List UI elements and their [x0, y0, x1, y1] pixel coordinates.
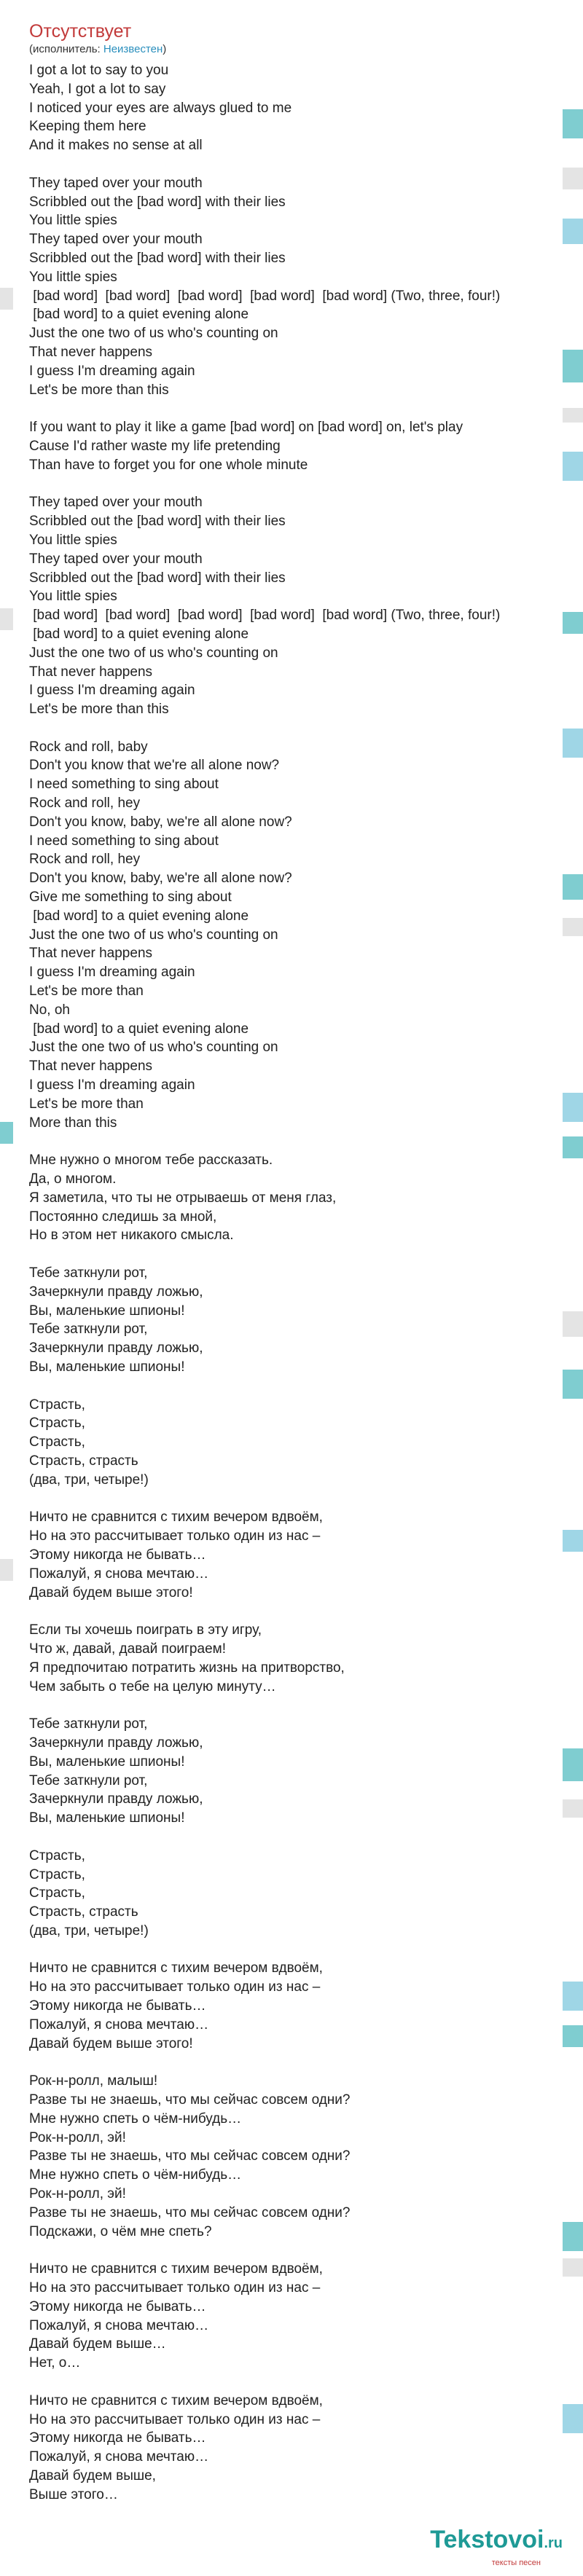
lyric-line: If you want to play it like a game [bad word] on [bad word] on, let's play	[29, 420, 463, 436]
lyric-line: They taped over your mouth	[29, 175, 203, 191]
lyric-line: Тебе заткнули рот,	[29, 1322, 148, 1338]
lyric-line: Scribbled out the [bad word] with their lies	[29, 250, 286, 266]
performer-suffix: )	[163, 43, 167, 55]
stanza	[29, 1396, 547, 1490]
decorative-stripe	[563, 219, 583, 244]
lyric-line: Страсть, страсть	[29, 1453, 138, 1469]
lyric-line: Scribbled out the [bad word] with their lies	[29, 514, 286, 530]
stanza	[29, 174, 547, 400]
stanza	[29, 418, 547, 474]
left-decorative-stripes	[0, 0, 20, 2576]
lyric-line: Страсть,	[29, 1397, 85, 1413]
lyric-line: Вы, маленькие шпионы!	[29, 1810, 185, 1826]
lyric-line: Страсть,	[29, 1434, 85, 1450]
decorative-stripe	[563, 2404, 583, 2433]
lyric-line: I need something to sing about	[29, 833, 219, 849]
lyric-line: Зачеркнули правду ложью,	[29, 1735, 203, 1751]
lyric-line: Я заметила, что ты не отрываешь от меня глаз,	[29, 1190, 337, 1206]
stanza	[29, 738, 547, 1133]
decorative-stripe	[563, 1136, 583, 1158]
lyric-line: Just the one two of us who's counting on	[29, 645, 278, 661]
decorative-stripe	[563, 1799, 583, 1818]
lyric-line: Но на это рассчитывает только один из нас –	[29, 2411, 321, 2427]
lyric-line: Давай будем выше,	[29, 2468, 156, 2483]
lyric-line: Вы, маленькие шпионы!	[29, 1303, 185, 1319]
decorative-stripe	[0, 1559, 13, 1581]
lyric-line: [bad word] to a quiet evening alone	[29, 307, 249, 323]
lyric-line: Мне нужно о многом тебе рассказать.	[29, 1152, 273, 1169]
performer-line	[29, 42, 547, 57]
lyric-line: Страсть,	[29, 1415, 85, 1432]
decorative-stripe	[563, 408, 583, 423]
lyric-line: Разве ты не знаешь, что мы сейчас совсем одни?	[29, 2148, 351, 2164]
lyric-line: No, oh	[29, 1002, 70, 1018]
lyric-line: Разве ты не знаешь, что мы сейчас совсем одни?	[29, 2092, 351, 2108]
lyric-line: Don't you know that we're all alone now?	[29, 758, 280, 774]
lyric-line: Scribbled out the [bad word] with their lies	[29, 194, 286, 210]
logo-tagline: тексты песен	[491, 2559, 541, 2567]
lyric-line: I need something to sing about	[29, 777, 219, 793]
logo-suffix: .ru	[544, 2535, 563, 2551]
lyric-line: Рок-н-ролл, малыш!	[29, 2073, 158, 2089]
decorative-stripe	[563, 874, 583, 900]
lyric-line: You little spies	[29, 213, 117, 229]
stanza	[29, 1621, 547, 1696]
lyric-line: Если ты хочешь поиграть в эту игру,	[29, 1622, 262, 1638]
lyric-line: I guess I'm dreaming again	[29, 683, 195, 699]
lyric-line: More than this	[29, 1115, 117, 1131]
lyric-line: Разве ты не знаешь, что мы сейчас совсем одни?	[29, 2204, 351, 2220]
stanza	[29, 1151, 547, 1245]
lyric-line: Cause I'd rather waste my life pretending	[29, 438, 281, 454]
lyric-line: Давай будем выше этого!	[29, 2035, 193, 2051]
performer-link[interactable]: Неизвестен	[103, 43, 163, 55]
lyric-line: That never happens	[29, 946, 153, 962]
lyric-line: Ничто не сравнится с тихим вечером вдвоём,	[29, 1509, 323, 1525]
performer-prefix: (исполнитель:	[29, 43, 103, 55]
stanza	[29, 1264, 547, 1377]
lyric-line: Пожалуй, я снова мечтаю…	[29, 2449, 209, 2465]
lyric-line: Than have to forget you for one whole minute	[29, 457, 308, 473]
decorative-stripe	[563, 1982, 583, 2011]
decorative-stripe	[563, 350, 583, 382]
lyric-line: Rock and roll, baby	[29, 739, 148, 755]
lyric-line: Yeah, I got a lot to say	[29, 81, 166, 97]
decorative-stripe	[563, 2025, 583, 2047]
lyric-line: You little spies	[29, 269, 117, 285]
lyric-line: Этому никогда не бывать…	[29, 1998, 206, 2014]
lyric-line: [bad word] [bad word] [bad word] [bad word] [bad word] (Two, three, four!)	[29, 288, 501, 304]
lyric-line: Давай будем выше этого!	[29, 1585, 193, 1601]
lyric-line: Rock and roll, hey	[29, 796, 141, 812]
stanza	[29, 2260, 547, 2373]
lyric-line: Тебе заткнули рот,	[29, 1772, 148, 1788]
lyric-line: Но на это рассчитывает только один из нас –	[29, 1528, 321, 1544]
lyric-line: Пожалуй, я снова мечтаю…	[29, 1566, 209, 1582]
lyric-line: [bad word] to a quiet evening alone	[29, 626, 249, 642]
decorative-stripe	[563, 2222, 583, 2251]
lyric-line: Страсть,	[29, 1885, 85, 1901]
decorative-stripe	[0, 608, 13, 630]
decorative-stripe	[563, 168, 583, 189]
lyric-line: I noticed your eyes are always glued to me	[29, 100, 292, 116]
lyric-line: Вы, маленькие шпионы!	[29, 1359, 185, 1375]
lyric-line: They taped over your mouth	[29, 495, 203, 511]
decorative-stripe	[563, 109, 583, 138]
lyric-line: Let's be more than this	[29, 382, 169, 398]
lyric-line: (два, три, четыре!)	[29, 1472, 149, 1488]
lyric-line: You little spies	[29, 532, 117, 548]
decorative-stripe	[563, 729, 583, 758]
decorative-stripe	[563, 1748, 583, 1781]
lyric-line: Этому никогда не бывать…	[29, 2298, 206, 2314]
lyric-line: Этому никогда не бывать…	[29, 1547, 206, 1563]
lyric-line: Но в этом нет никакого смысла.	[29, 1228, 234, 1244]
decorative-stripe	[0, 288, 13, 310]
lyric-line: Подскажи, о чём мне спеть?	[29, 2223, 212, 2239]
lyric-line: (два, три, четыре!)	[29, 1923, 149, 1939]
lyric-line: [bad word] to a quiet evening alone	[29, 908, 249, 924]
lyric-line: I guess I'm dreaming again	[29, 965, 195, 981]
lyric-line: Но на это рассчитывает только один из нас –	[29, 2280, 321, 2296]
logo-name: Tekstovoi	[430, 2526, 544, 2553]
stanza	[29, 1847, 547, 1941]
lyric-line: You little spies	[29, 589, 117, 605]
lyric-line: Just the one two of us who's counting on	[29, 1040, 278, 1056]
lyric-line: Тебе заткнули рот,	[29, 1265, 148, 1281]
lyric-line: Страсть,	[29, 1866, 85, 1882]
decorative-stripe	[563, 1370, 583, 1399]
lyric-line: Тебе заткнули рот,	[29, 1716, 148, 1732]
lyric-line: Ничто не сравнится с тихим вечером вдвоём,	[29, 1960, 323, 1976]
lyric-line: Let's be more than this	[29, 702, 169, 718]
song-title: Отсутствует	[29, 21, 132, 42]
lyric-line: Let's be more than	[29, 983, 144, 1000]
lyric-line: Don't you know, baby, we're all alone now?	[29, 871, 292, 887]
decorative-stripe	[563, 612, 583, 634]
lyric-line: Мне нужно спеть о чём-нибудь…	[29, 2167, 242, 2183]
lyric-line: They taped over your mouth	[29, 232, 203, 248]
lyric-line: [bad word] [bad word] [bad word] [bad word] [bad word] (Two, three, four!)	[29, 608, 501, 624]
decorative-stripe	[563, 1093, 583, 1122]
lyric-line: [bad word] to a quiet evening alone	[29, 1021, 249, 1037]
lyric-line: Что ж, давай, давай поиграем!	[29, 1641, 226, 1657]
decorative-stripe	[563, 452, 583, 481]
lyric-line: Выше этого…	[29, 2486, 118, 2502]
lyric-line: I guess I'm dreaming again	[29, 363, 195, 379]
lyric-line: Я предпочитаю потратить жизнь на притворство,	[29, 1660, 345, 1676]
lyric-line: Мне нужно спеть о чём-нибудь…	[29, 2110, 242, 2127]
lyric-line: Страсть, страсть	[29, 1904, 138, 1920]
lyric-line: Нет, о…	[29, 2355, 81, 2371]
lyric-line: Пожалуй, я снова мечтаю…	[29, 2317, 209, 2333]
stanza	[29, 1508, 547, 1602]
lyric-line: That never happens	[29, 1059, 153, 1075]
site-logo[interactable]	[402, 2525, 563, 2569]
lyric-line: Рок-н-ролл, эй!	[29, 2186, 126, 2202]
lyric-line: I guess I'm dreaming again	[29, 1077, 195, 1093]
lyric-line: That never happens	[29, 664, 153, 680]
lyric-line: Don't you know, baby, we're all alone now?	[29, 814, 292, 830]
lyric-line: Зачеркнули правду ложью,	[29, 1791, 203, 1807]
lyric-line: Страсть,	[29, 1847, 85, 1864]
lyric-line: And it makes no sense at all	[29, 138, 203, 154]
lyric-line: Зачеркнули правду ложью,	[29, 1284, 203, 1300]
lyric-line: Да, о многом.	[29, 1171, 117, 1187]
stanza	[29, 2072, 547, 2241]
lyric-line: Just the one two of us who's counting on	[29, 326, 278, 342]
lyric-line: Keeping them here	[29, 119, 146, 135]
lyric-line: Rock and roll, hey	[29, 852, 141, 868]
stanza	[29, 1715, 547, 1828]
lyric-line: Давай будем выше…	[29, 2336, 166, 2352]
lyrics-text	[29, 61, 547, 2505]
lyric-line: Зачеркнули правду ложью,	[29, 1340, 203, 1356]
lyric-line: Scribbled out the [bad word] with their lies	[29, 570, 286, 586]
lyric-line: Ничто не сравнится с тихим вечером вдвоём,	[29, 2392, 323, 2408]
lyric-line: Рок-н-ролл, эй!	[29, 2129, 126, 2145]
lyric-line: Чем забыть о тебе на целую минуту…	[29, 1678, 276, 1695]
lyric-line: Этому никогда не бывать…	[29, 2430, 206, 2446]
decorative-stripe	[563, 1530, 583, 1552]
stanza	[29, 61, 547, 155]
lyric-line: Let's be more than	[29, 1096, 144, 1112]
decorative-stripe	[563, 2258, 583, 2277]
lyric-line: Постоянно следишь за мной,	[29, 1209, 217, 1225]
stanza	[29, 1959, 547, 2053]
stanza	[29, 493, 547, 719]
lyric-line: Give me something to sing about	[29, 890, 232, 906]
lyric-line: That never happens	[29, 344, 153, 360]
decorative-stripe	[563, 1311, 583, 1337]
lyric-line: Пожалуй, я снова мечтаю…	[29, 2017, 209, 2033]
lyrics-page	[29, 20, 547, 2505]
stanza	[29, 2392, 547, 2505]
lyric-line: I got a lot to say to you	[29, 63, 169, 78]
lyric-line: Но на это рассчитывает только один из нас –	[29, 1979, 321, 1995]
lyric-line: Just the one two of us who's counting on	[29, 927, 278, 943]
right-decorative-stripes	[563, 0, 583, 2576]
logo-text	[402, 2525, 563, 2558]
lyric-line: Ничто не сравнится с тихим вечером вдвоём,	[29, 2261, 323, 2277]
lyric-line: They taped over your mouth	[29, 551, 203, 567]
decorative-stripe	[563, 918, 583, 936]
lyric-line: Вы, маленькие шпионы!	[29, 1754, 185, 1770]
decorative-stripe	[0, 1122, 13, 1144]
